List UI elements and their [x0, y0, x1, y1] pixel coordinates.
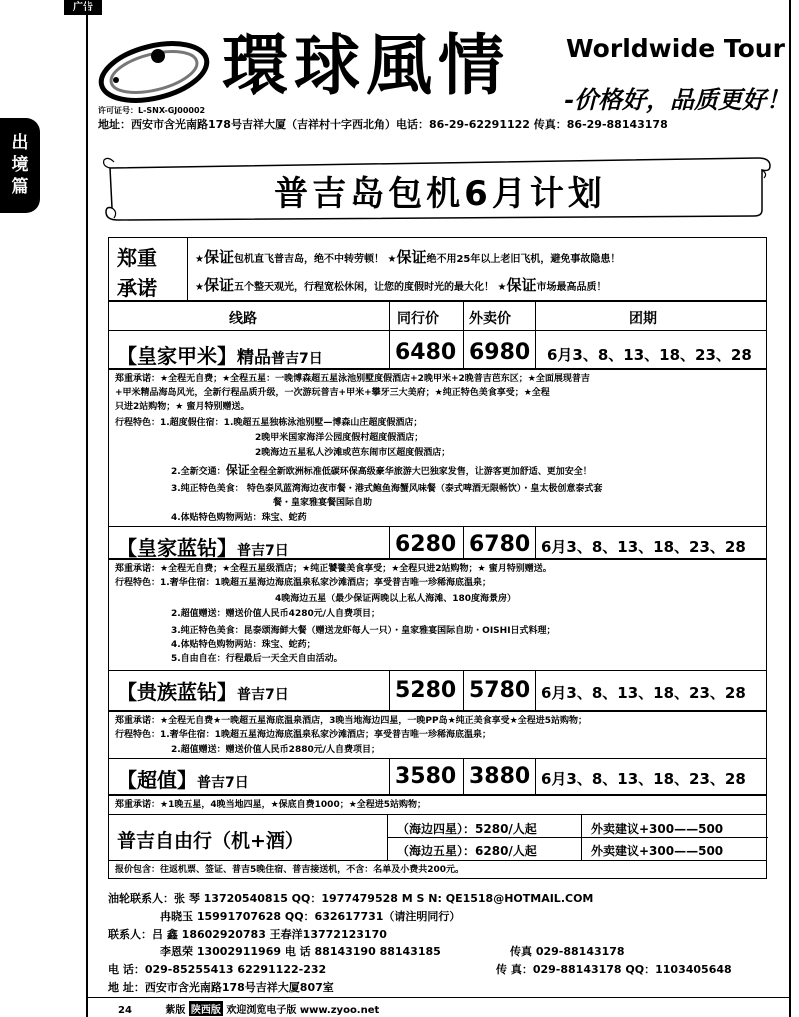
retail-price: 5780 — [469, 678, 531, 703]
peer-price: 6480 — [395, 340, 457, 365]
contact-line: 李恩荣 13002911969 电 话 88143190 88143185 — [160, 945, 441, 958]
retail-price: 6780 — [469, 532, 531, 557]
route-detail: 2.超值赠送：赠送价值人民币2880元/人自费项目； — [171, 745, 381, 755]
free-tour-title: 普吉自由行（机+酒） — [117, 830, 304, 852]
brand-title-cn: 環球風情 — [222, 26, 510, 104]
departure-dates: 6月3、8、13、18、23、28 — [541, 770, 746, 788]
promise-label: 承诺 — [117, 276, 157, 300]
contact-line: 电 话：029-85255413 62291122-232 — [108, 963, 327, 976]
route-title: 【超值】普吉7日 — [117, 768, 249, 792]
section-tab — [0, 118, 40, 213]
route-detail: 2晚海边五星私人沙滩或芭东闹市区超度假酒店； — [255, 448, 451, 458]
route-detail: 郑重承诺：★全程无自费★一晚超五星海底温泉酒店，3晚当地海边四星，一晚PP岛★纯正美食享受★全程进5站购物； — [115, 716, 587, 726]
company-address: 地址：西安市含光南路178号吉祥大厦（吉祥村十字西北角）电话：86-29-62291122 传真：86-29-88143178 — [98, 118, 668, 131]
section-tab-char: 境 — [11, 155, 29, 175]
edition-label: 紫版 — [165, 1005, 186, 1016]
contact-line: 地 址：西安市含光南路178号吉祥大厦807室 — [108, 981, 334, 994]
route-detail: 2晚甲米国家海洋公园度假村超度假酒店； — [255, 433, 424, 443]
header-peer-price: 同行价 — [397, 311, 439, 327]
page-number: 24 — [118, 1005, 132, 1016]
route-detail: 行程特色：1.奢华住宿：1晚超五星海边海底温泉私家沙滩酒店；享受普吉唯一珍稀海底温泉； — [115, 578, 491, 588]
route-title: 【皇家蓝钻】普吉7日 — [117, 536, 289, 560]
free-tour-suggest: 外卖建议+300——500 — [591, 844, 724, 858]
route-detail: 2.全新交通：保证全程全新欧洲标准低碳环保高级豪华旅游大巴独家发售，让游客更加舒适、更加安全！ — [171, 463, 592, 477]
peer-price: 6280 — [395, 532, 457, 557]
route-detail: 4.体贴特色购物两站：珠宝、蛇药 — [171, 513, 307, 523]
globe-logo-icon — [96, 36, 216, 104]
promise-line: ★保证包机直飞普吉岛，绝不中转劳顿！ ★保证绝不用25年以上老旧飞机，避免事故隐患！ — [195, 248, 621, 266]
header-retail-price: 外卖价 — [469, 311, 511, 327]
departure-dates: 6月3、8、13、18、23、28 — [541, 684, 746, 702]
contact-line: 传真 029-88143178 — [510, 945, 625, 958]
page-footer — [88, 997, 791, 1017]
brand-title-en: Worldwide Tour — [566, 34, 785, 63]
itinerary-table — [108, 237, 767, 879]
route-detail: 郑重承诺：★1晚五星，4晚当地四星，★保底自费1000；★全程进5站购物； — [115, 800, 427, 810]
section-tab-char: 篇 — [11, 177, 29, 197]
retail-price: 3880 — [469, 764, 531, 789]
free-tour-option: （海边五星）：6280/人起 — [397, 844, 537, 858]
route-title: 【皇家甲米】精品普吉7日 — [117, 344, 323, 368]
route-detail: 3.纯正特色美食：昆泰颂海鲜大餐（赠送龙虾每人一只）・皇家雅宴国际自助・OISHI日式料理； — [171, 626, 556, 636]
contact-line: 传 真：029-88143178 QQ：1103405648 — [496, 963, 732, 976]
route-title: 【贵族蓝钻】普吉7日 — [117, 680, 289, 704]
brand-badge: 陕西版 — [189, 1001, 223, 1016]
route-detail: +甲米精品海岛风光，全新行程品质升级，一次游玩普吉+甲米+攀牙三大美府；★纯正特色美食享受；★全程 — [115, 388, 550, 398]
route-detail: 只进2站购物；★ 蜜月特别赠送。 — [115, 402, 250, 412]
free-tour-suggest: 外卖建议+300——500 — [591, 822, 724, 836]
promise-line: ★保证五个整天观光，行程宽松休闲，让您的度假时光的最大化！ ★保证市场最高品质！ — [195, 276, 607, 294]
departure-dates: 6月3、8、13、18、23、28 — [547, 346, 752, 364]
peer-price: 3580 — [395, 764, 457, 789]
contact-line: 冉晓玉 15991707628 QQ：632617731（请注明同行） — [160, 910, 461, 923]
route-detail: 4晚海边五星（最少保证两晚以上私人海滩、180度海景房） — [275, 594, 517, 604]
ad-tag: 广告 — [64, 0, 102, 15]
header-departures: 团期 — [629, 311, 657, 327]
brand-slogan: -价格好，品质更好！ — [564, 85, 790, 114]
route-detail: 餐・皇家雅宴餐国际自助 — [273, 498, 373, 508]
banner-title: 普吉岛包机6月计划 — [274, 174, 606, 214]
route-detail: 行程特色：1.超度假住宿：1.晚超五星独栋泳池别墅—博森山庄超度假酒店； — [115, 418, 423, 428]
route-detail: 4.体贴特色购物两站：珠宝、蛇药； — [171, 640, 316, 650]
departure-dates: 6月3、8、13、18、23、28 — [541, 538, 746, 556]
route-detail: 2.超值赠送：赠送价值人民币4280元/人自费项目； — [171, 609, 381, 619]
contact-line: 联系人：吕 鑫 18602920783 王春洋13772123170 — [108, 928, 387, 941]
price-includes: 报价包含：往返机票、签证、普吉5晚住宿、普吉接送机，不含：名单及小费共200元。 — [115, 865, 465, 875]
route-detail: 郑重承诺：★全程无自费；★全程五星级酒店；★纯正饕餮美食享受；★全程只进2站购物；★ 蜜月特别赠送。 — [115, 564, 552, 574]
license-number: 许可证号：L-SNX-GJ00002 — [98, 106, 206, 115]
retail-price: 6980 — [469, 340, 531, 365]
route-detail: 郑重承诺：★全程无自费；★全程五星：一晚博森超五星泳池别墅度假酒店+2晚甲米+2晚普吉芭东区；★全面展现普吉 — [115, 374, 590, 384]
contact-line: 油轮联系人：张 琴 13720540815 QQ：1977479528 M S N: QE1518@HOTMAIL.COM — [108, 892, 594, 905]
route-detail: 3.纯正特色美食： 特色泰风蓝湾海边夜市餐・港式鲍鱼海蟹风味餐（泰式啤酒无限畅饮）・皇太极创意泰式套 — [171, 484, 603, 494]
peer-price: 5280 — [395, 678, 457, 703]
promise-label: 郑重 — [117, 246, 157, 270]
route-detail: 行程特色：1.奢华住宿：1晚超五星海边海底温泉私家沙滩酒店；享受普吉唯一珍稀海底温泉； — [115, 730, 491, 740]
section-tab-char: 出 — [11, 133, 29, 153]
free-tour-option: （海边四星）：5280/人起 — [397, 822, 537, 836]
header-route: 线路 — [229, 311, 257, 327]
route-detail: 5.自由自在：行程最后一天全天自由活动。 — [171, 654, 343, 664]
website-link[interactable]: 欢迎浏览电子版 www.zyoo.net — [226, 1005, 380, 1016]
